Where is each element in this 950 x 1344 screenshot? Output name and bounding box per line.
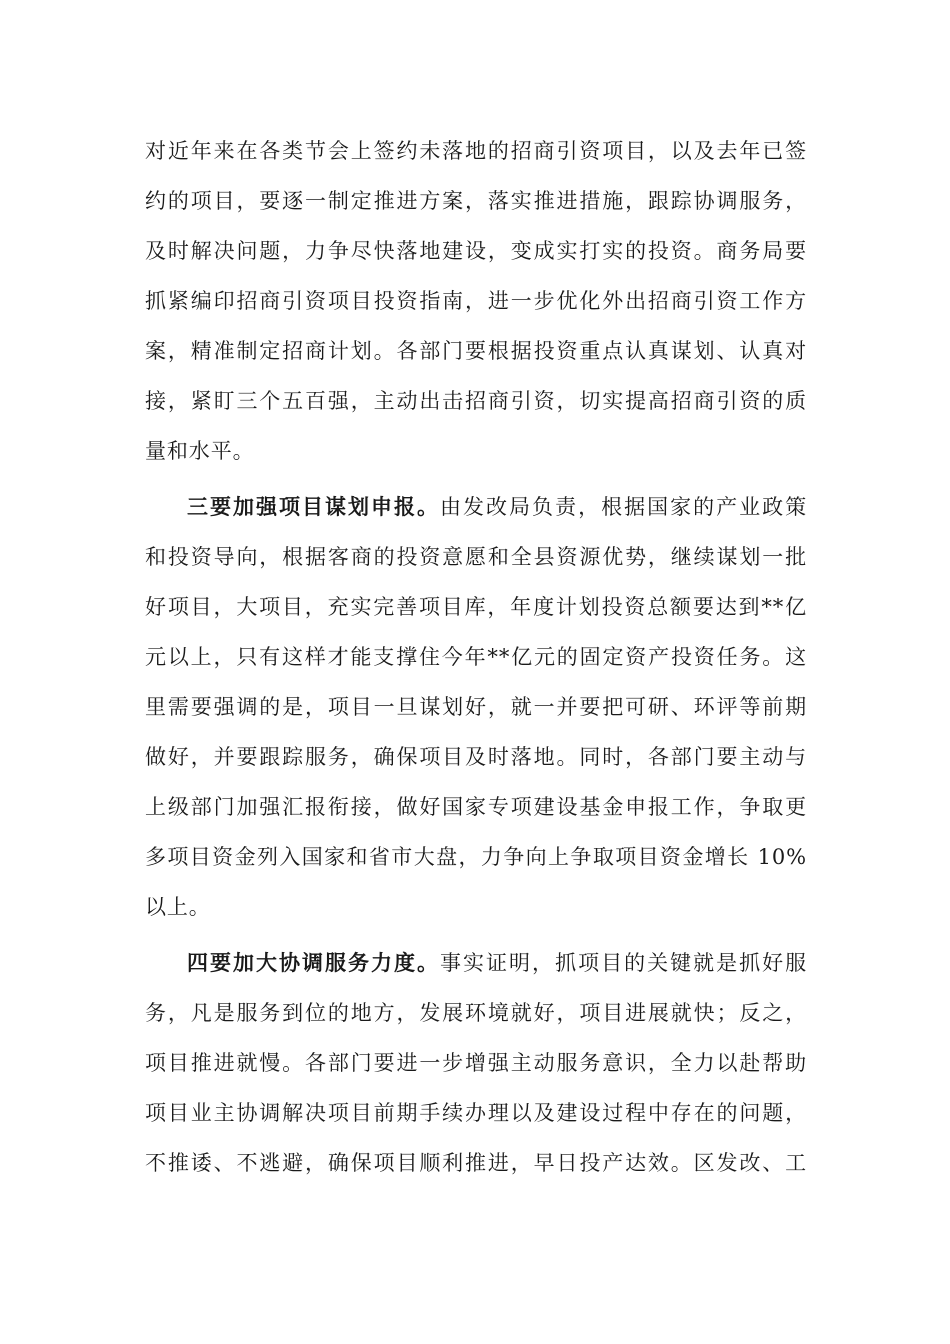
text-line: 约的项目，要逐一制定推进方案，落实推进措施，跟踪协调服务， [145, 189, 807, 213]
text-line: 不推诿、不逃避，确保项目顺利推进，早日投产达效。区发改、工 [145, 1151, 807, 1175]
text-line: 量和水平。 [145, 439, 255, 463]
paragraph-3 [145, 938, 807, 1188]
document-body [145, 126, 807, 1188]
text-line: 和投资导向，根据客商的投资意愿和全县资源优势，继续谋划一批 [145, 545, 807, 569]
text-line: 务，凡是服务到位的地方，发展环境就好，项目进展就快；反之， [145, 1001, 807, 1025]
text-line: 抓紧编印招商引资项目投资指南，进一步优化外出招商引资工作方 [145, 289, 807, 313]
text-line: 接，紧盯三个五百强，主动出击招商引资，切实提高招商引资的质 [145, 389, 807, 413]
text-span: 由发改局负责，根据国家的产业政策 [440, 495, 807, 519]
paragraph-1 [145, 126, 807, 476]
text-line: 以上。 [145, 895, 211, 919]
section-heading: 四要加大协调服务力度。 [187, 950, 441, 975]
text-line: 对近年来在各类节会上签约未落地的招商引资项目，以及去年已签 [145, 139, 807, 163]
text-line: 多项目资金列入国家和省市大盘，力争向上争取项目资金增长 10% [145, 845, 807, 869]
text-line: 元以上，只有这样才能支撑住今年**亿元的固定资产投资任务。这 [145, 645, 807, 669]
text-line: 好项目，大项目，充实完善项目库，年度计划投资总额要达到**亿 [145, 595, 807, 619]
text-line: 案，精准制定招商计划。各部门要根据投资重点认真谋划、认真对 [145, 339, 807, 363]
paragraph-2 [145, 482, 807, 932]
text-line: 里需要强调的是，项目一旦谋划好，就一并要把可研、环评等前期 [145, 695, 807, 719]
text-span: 事实证明，抓项目的关键就是抓好服 [440, 951, 807, 975]
text-line: 及时解决问题，力争尽快落地建设，变成实打实的投资。商务局要 [145, 239, 807, 263]
text-line: 项目推进就慢。各部门要进一步增强主动服务意识，全力以赴帮助 [145, 1051, 807, 1075]
text-line: 做好，并要跟踪服务，确保项目及时落地。同时，各部门要主动与 [145, 745, 807, 769]
paragraph-first-line [145, 482, 807, 532]
paragraph-first-line [145, 938, 807, 988]
section-heading: 三要加强项目谋划申报。 [187, 494, 441, 519]
text-line: 上级部门加强汇报衔接，做好国家专项建设基金申报工作，争取更 [145, 795, 807, 819]
text-line: 项目业主协调解决项目前期手续办理以及建设过程中存在的问题， [145, 1101, 807, 1125]
